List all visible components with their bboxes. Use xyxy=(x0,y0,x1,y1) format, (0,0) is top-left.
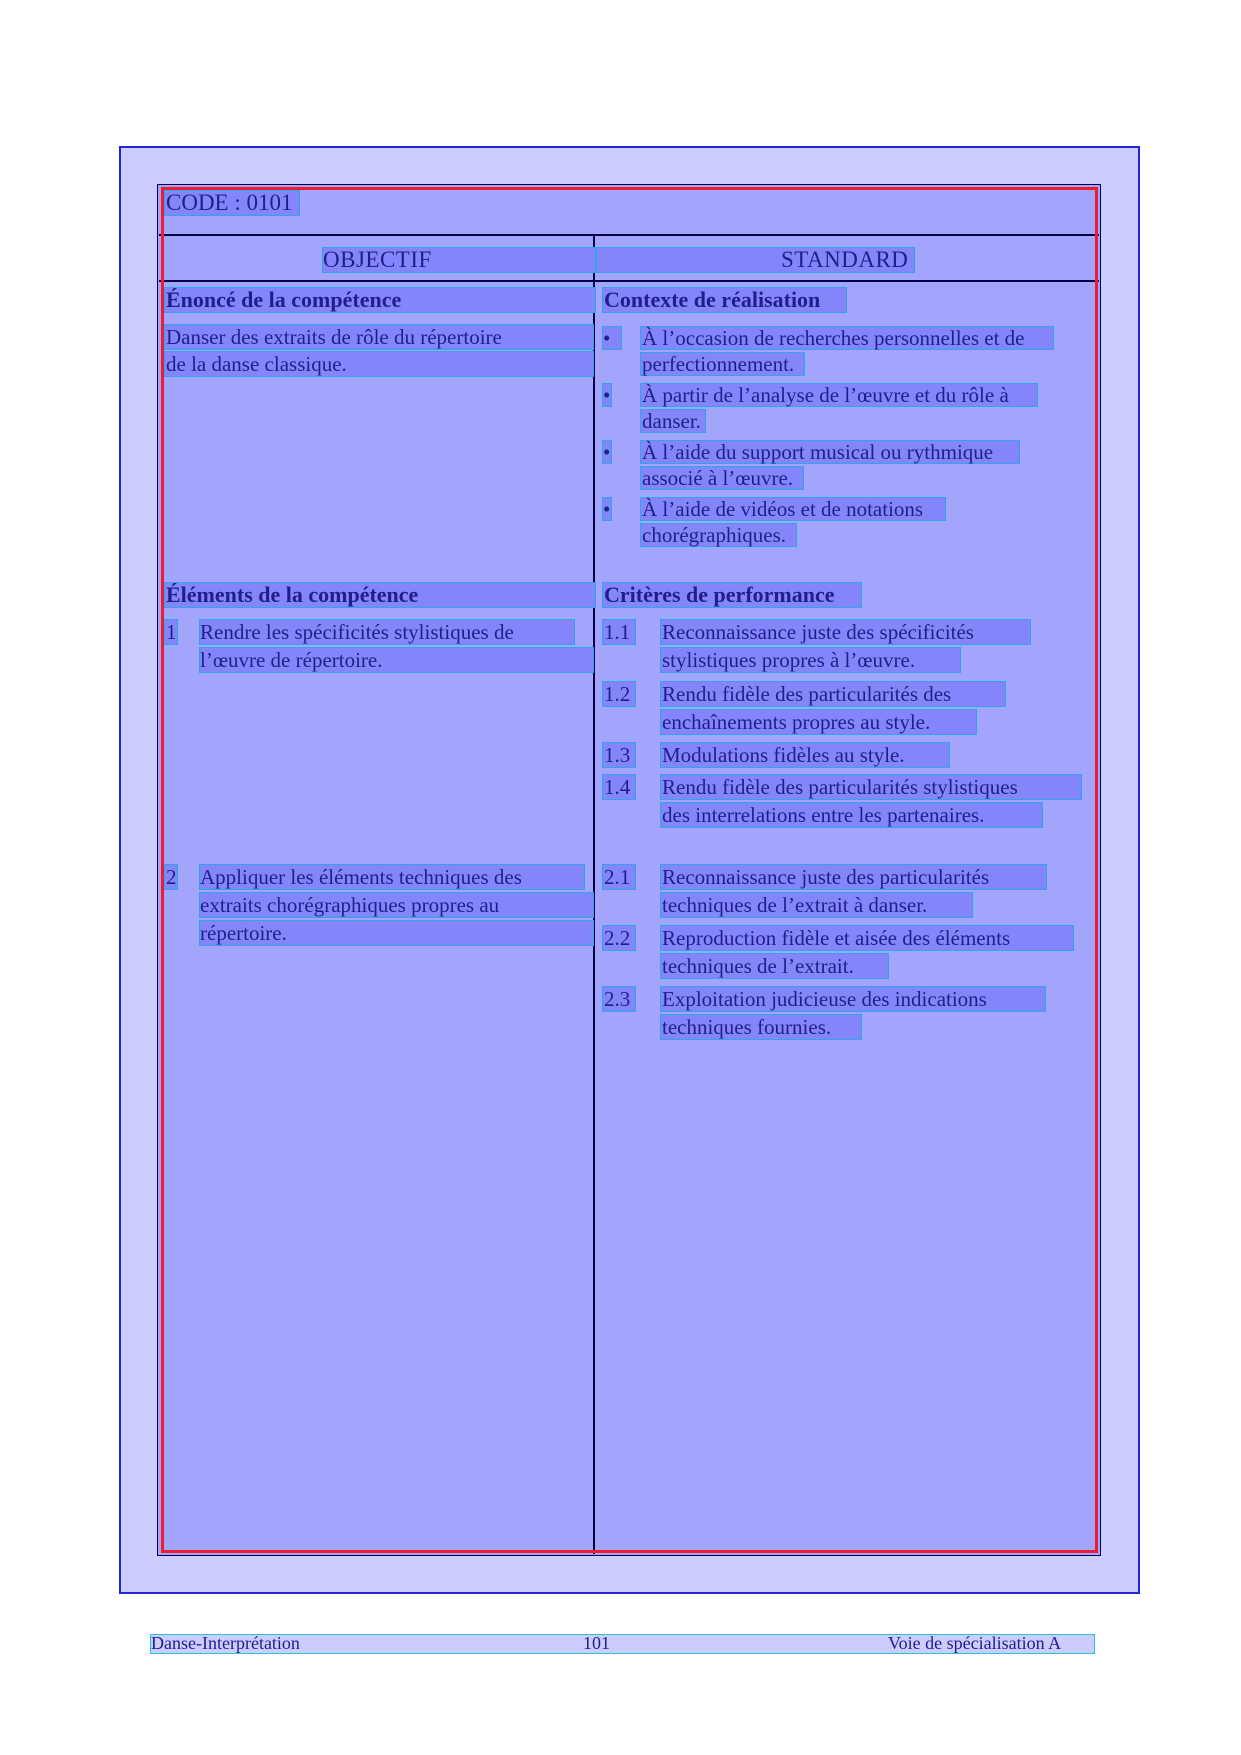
critere-2-2-line-1: Reproduction fidèle et aisée des éléments xyxy=(662,926,1011,950)
contexte-item-1-line-1: À l’occasion de recherches personnelles et de xyxy=(642,326,1025,350)
enonce-heading: Énoncé de la compétence xyxy=(166,287,402,312)
criteres-heading: Critères de performance xyxy=(604,582,835,607)
critere-1-3-line-1: Modulations fidèles au style. xyxy=(662,743,905,767)
critere-number: 1.4 xyxy=(604,775,631,799)
element-2-line-2: extraits chorégraphiques propres au xyxy=(200,893,500,917)
critere-number: 1.3 xyxy=(604,743,631,767)
element-number: 2 xyxy=(166,865,177,889)
contexte-heading: Contexte de réalisation xyxy=(604,287,821,312)
critere-number: 1.1 xyxy=(604,620,631,644)
contexte-item-2-line-2: danser. xyxy=(642,409,701,433)
element-1-line-1: Rendre les spécificités stylistiques de xyxy=(200,620,514,644)
element-2-line-1: Appliquer les éléments techniques des xyxy=(200,865,522,889)
element-1-line-2: l’œuvre de répertoire. xyxy=(200,648,383,672)
contexte-item-2-line-1: À partir de l’analyse de l’œuvre et du rôle à xyxy=(642,383,1009,407)
element-2-line-3: répertoire. xyxy=(200,921,287,945)
contexte-bullet: • xyxy=(603,326,611,350)
contexte-item-4-line-1: À l’aide de vidéos et de notations xyxy=(642,497,924,521)
critere-number: 2.2 xyxy=(604,926,631,950)
contexte-item-3-line-1: À l’aide du support musical ou rythmique xyxy=(642,440,994,464)
critere-number: 2.1 xyxy=(604,865,631,889)
column-header-standard: STANDARD xyxy=(781,247,909,272)
contexte-bullet: • xyxy=(603,497,611,521)
footer-left: Danse-Interprétation xyxy=(151,1633,300,1653)
contexte-item-4-line-2: chorégraphiques. xyxy=(642,523,787,547)
critere-2-3-line-2: techniques fournies. xyxy=(662,1015,832,1039)
critere-2-1-line-1: Reconnaissance juste des particularités xyxy=(662,865,990,889)
contexte-item-3-line-2: associé à l’œuvre. xyxy=(642,466,794,490)
critere-1-2-line-2: enchaînements propres au style. xyxy=(662,710,931,734)
critere-1-4-line-2: des interrelations entre les partenaires. xyxy=(662,803,985,827)
columns-divider xyxy=(159,280,1099,282)
critere-1-1-line-2: stylistiques propres à l’œuvre. xyxy=(662,648,916,672)
header-divider xyxy=(159,234,1099,236)
enonce-text-line-2: de la danse classique. xyxy=(166,352,347,376)
critere-1-2-line-1: Rendu fidèle des particularités des xyxy=(662,682,952,706)
critere-2-1-line-2: techniques de l’extrait à danser. xyxy=(662,893,928,917)
critere-1-1-line-1: Reconnaissance juste des spécificités xyxy=(662,620,974,644)
critere-2-3-line-1: Exploitation judicieuse des indications xyxy=(662,987,987,1011)
column-header-objectif: OBJECTIF xyxy=(323,247,432,272)
contexte-bullet: • xyxy=(603,440,611,464)
critere-1-4-line-1: Rendu fidèle des particularités stylistiques xyxy=(662,775,1018,799)
footer-right: Voie de spécialisation A xyxy=(888,1633,1062,1653)
critere-number: 2.3 xyxy=(604,987,631,1011)
code-label: CODE : 0101 xyxy=(166,190,293,215)
element-number: 1 xyxy=(166,620,177,644)
critere-2-2-line-2: techniques de l’extrait. xyxy=(662,954,854,978)
elements-heading: Éléments de la compétence xyxy=(166,582,419,607)
page-number: 101 xyxy=(583,1633,610,1653)
contexte-item-1-line-2: perfectionnement. xyxy=(642,352,795,376)
enonce-text-line-1: Danser des extraits de rôle du répertoire xyxy=(166,325,502,349)
critere-number: 1.2 xyxy=(604,682,631,706)
contexte-bullet: • xyxy=(603,383,611,407)
